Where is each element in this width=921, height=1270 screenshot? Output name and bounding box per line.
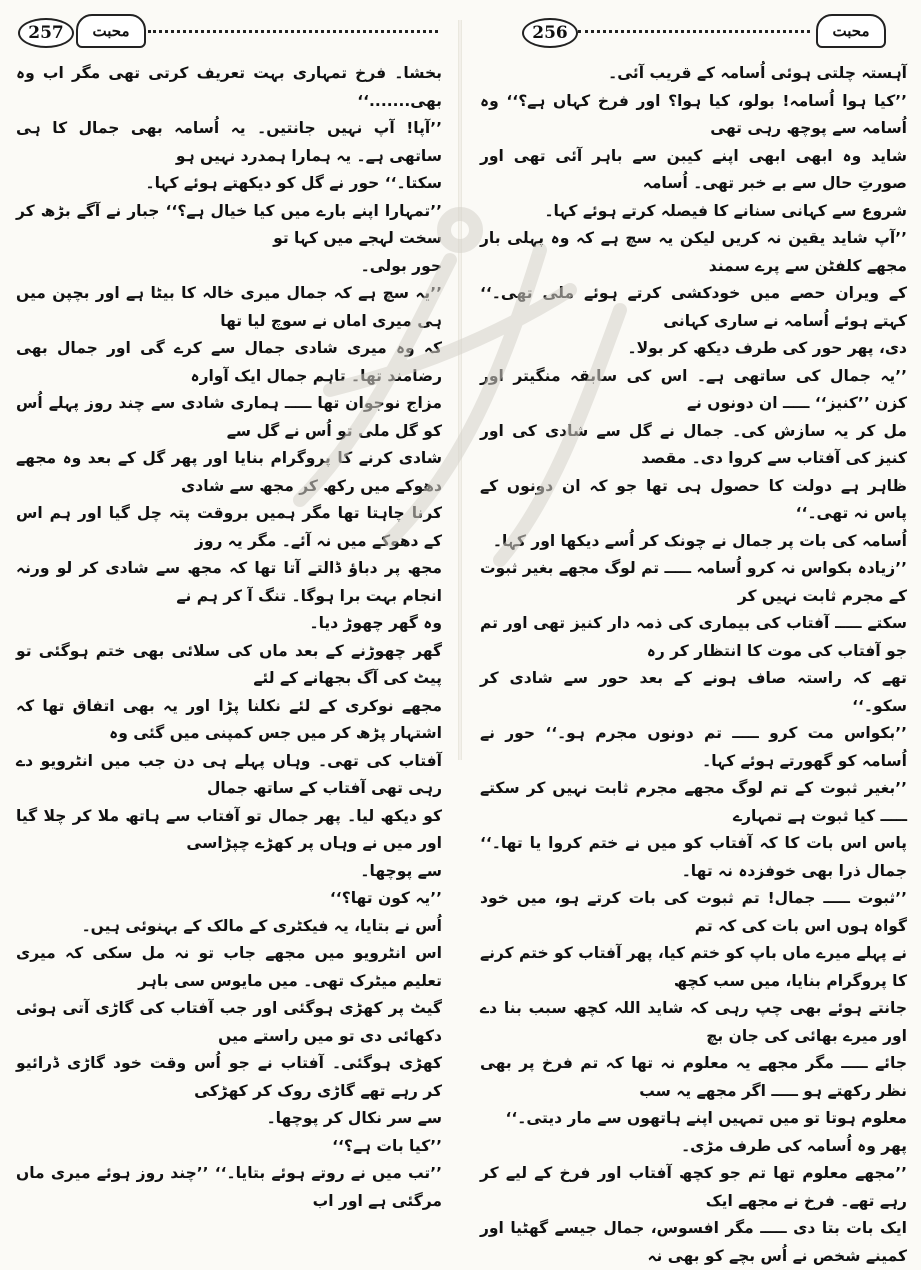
text-line: سکتے ـــــ آفتاب کی بیماری کی ذمہ دار کنیز تھی اور تم جو آفتاب کی موت کا انتظار کر رہ (480, 614, 907, 660)
page-number-257: 257 (18, 18, 74, 48)
text-line: اس انٹرویو میں مجھے جاب تو نہ مل سکی کہ میری تعلیم میٹرک تھی۔ میں مایوس سی باہر (16, 944, 442, 990)
text-line: نے پہلے میرے ماں باپ کو ختم کیا، پھر آفتاب کو ختم کرنے کا پروگرام بنایا، میں سب کچھ (480, 944, 907, 990)
magazine-logo: محبت (816, 14, 886, 48)
text-line: پھر وہ اُسامہ کی طرف مڑی۔ (681, 1136, 907, 1155)
text-line: ’’یہ کون تھا؟‘‘ (329, 889, 442, 907)
text-line: معلوم ہوتا تو میں تمہیں اپنے ہاتھوں سے مار دیتی۔‘‘ (505, 1109, 907, 1127)
right-page-header (482, 14, 902, 54)
left-page (0, 0, 460, 1210)
text-line: ’’بکواس مت کرو ـــــ تم دونوں مجرم ہو۔‘‘ حور نے اُسامہ کو گھورتے ہوئے کہا۔ (480, 724, 907, 770)
text-line: ’’تمہارا اپنے بارے میں کیا خیال ہے؟‘‘ جبار نے آگے بڑھ کر سخت لہجے میں کہا تو (16, 201, 442, 247)
text-line: مجھے نوکری کے لئے نکلنا پڑا اور یہ بھی اتفاق تھا کہ اشتہار پڑھ کر میں جس کمپنی میں گئی وہ (16, 696, 442, 742)
text-line: ’’آپا! آپ نہیں جانتیں۔ یہ اُسامہ بھی جمال کا ہی ساتھی ہے۔ یہ ہمارا ہمدرد نہیں ہو (16, 119, 442, 165)
text-line: اُس نے بتایا، یہ فیکٹری کے مالک کے بہنوئی ہیں۔ (81, 916, 442, 935)
left-page-header (8, 14, 448, 54)
text-line: ’’مجھے معلوم تھا تم جو کچھ آفتاب اور فرخ کے لیے کر رہے تھے۔ فرخ نے مجھے ایک (480, 1164, 907, 1210)
right-page (462, 0, 921, 1265)
text-line: کرنا چاہتا تھا مگر ہمیں بروقت پتہ چل گیا اور ہم اس کے دھوکے میں نہ آئے۔ مگر یہ روز (16, 504, 442, 550)
text-line: ’’یہ سچ ہے کہ جمال میری خالہ کا بیٹا ہے اور بچپن میں ہی میری اماں نے سوچ لیا تھا (16, 284, 442, 330)
text-line: ’’یہ جمال کی ساتھی ہے۔ اس کی سابقہ منگیتر اور کزن ’’کنیز‘‘ ـــــ ان دونوں نے (480, 366, 907, 412)
header-dotted-rule (578, 30, 810, 33)
page-number-256: 256 (522, 18, 578, 48)
text-line: ’’زیادہ بکواس نہ کرو اُسامہ ـــــ تم لوگ مجھے بغیر ثبوت کے مجرم ثابت نہیں کر (480, 559, 907, 605)
header-dotted-rule (148, 30, 438, 33)
text-line: دی، پھر حور کی طرف دیکھ کر بولا۔ (627, 339, 907, 357)
text-line: جائے ـــــ مگر مجھے یہ معلوم نہ تھا کہ تم فرخ پر بھی نظر رکھتے ہو ـــــ اگر مجھے یہ سب (480, 1054, 907, 1100)
text-line: کھڑی ہوگئی۔ آفتاب نے جو اُس وقت خود گاڑی ڈرائیو کر رہے تھے گاڑی روک کر کھڑکی (16, 1054, 442, 1100)
text-line: آفتاب کی تھی۔ وہاں پہلے ہی دن جب میں انٹرویو دے رہی تھی آفتاب کے ساتھ جمال (16, 751, 442, 797)
text-line: سے سر نکال کر پوچھا۔ (266, 1109, 442, 1127)
text-line: کے ویران حصے میں خودکشی کرتے ہوئے ملی تھی۔‘‘ کہتے ہوئے اُسامہ نے ساری کہانی (480, 284, 907, 330)
text-line: مزاج نوجوان تھا ـــــ ہماری شادی سے چند روز پہلے اُس کو گل ملی تو اُس نے گل سے (16, 394, 442, 440)
text-line: پاس اس بات کا کہ آفتاب کو میں نے ختم کروا یا تھا۔‘‘ جمال ذرا بھی خوفزدہ نہ تھا۔ (480, 834, 907, 880)
text-line: ایک بات بتا دی ـــــ مگر افسوس، جمال جیسے گھٹیا اور کمینے شخص نے اُس بچے کو بھی نہ (480, 1219, 907, 1265)
text-line: شاید وہ ابھی ابھی اپنے کیبن سے باہر آئی تھی اور صورتِ حال سے بے خبر تھی۔ اُسامہ (480, 146, 907, 192)
text-line: ظاہر ہے دولت کا حصول ہی تھا جو کہ ان دونوں کے پاس نہ تھی۔‘‘ (480, 476, 907, 522)
text-line: ’’بغیر ثبوت کے تم لوگ مجھے مجرم ثابت نہیں کر سکتے ـــــ کیا ثبوت ہے تمہارے (480, 779, 907, 825)
text-line: شروع سے کہانی سنانے کا فیصلہ کرتے ہوئے کہا۔ (544, 201, 907, 220)
text-line: سکتا۔‘‘ حور نے گل کو دیکھتے ہوئے کہا۔ (145, 174, 442, 192)
text-line: وہ گھر چھوڑ دیا۔ (309, 614, 442, 632)
text-line: ’’ثبوت ـــــ جمال! تم ثبوت کی بات کرتے ہو، میں خود گواہ ہوں اس بات کی کہ تم (480, 889, 907, 935)
left-page-text (16, 60, 442, 1210)
text-line: مجھ پر دباؤ ڈالتے آتا تھا کہ مجھ سے شادی کر لو ورنہ انجام بہت برا ہوگا۔ تنگ آ کر ہم نے (16, 559, 442, 605)
text-line: شادی کرنے کا پروگرام بنایا اور پھر گل کے بعد وہ مجھے دھوکے میں رکھ کر مجھ سے شادی (16, 449, 442, 495)
text-line: مل کر یہ سازش کی۔ جمال نے گل سے شادی کی اور کنیز کی آفتاب سے کروا دی۔ مقصد (480, 421, 907, 467)
text-line: ’’کیا بات ہے؟‘‘ (332, 1136, 442, 1155)
text-line: کو دیکھ لیا۔ پھر جمال تو آفتاب سے ہاتھ ملا کر چلا گیا اور میں نے وہاں پر کھڑے چپڑاسی (16, 806, 442, 852)
text-line: بخشا۔ فرخ تمہاری بہت تعریف کرتی تھی مگر اب وہ بھی.......‘‘ (16, 64, 442, 110)
text-line: حور بولی۔ (360, 256, 442, 275)
text-line: گھر چھوڑنے کے بعد ماں کی سلائی بھی ختم ہوگئی تو پیٹ کی آگ بجھانے کے لئے (16, 641, 442, 687)
text-line: اُسامہ کی بات پر جمال نے چونک کر اُسے دیکھا اور کہا۔ (492, 531, 907, 550)
text-line: آہستہ چلتی ہوئی اُسامہ کے قریب آئی۔ (608, 64, 907, 82)
magazine-logo: محبت (76, 14, 146, 48)
right-page-text (480, 60, 907, 1265)
text-line: جانتے ہوئے بھی چپ رہی کہ شاید اللہ کچھ سبب بنا دے اور میرے بھائی کی جان بچ (480, 999, 907, 1045)
text-line: تھے کہ راستہ صاف ہونے کے بعد حور سے شادی کر سکو۔‘‘ (480, 669, 907, 715)
text-line: سے پوچھا۔ (360, 861, 442, 880)
text-line: گیٹ پر کھڑی ہوگئی اور جب آفتاب کی گاڑی آتی ہوئی دکھائی دی تو میں راستے میں (16, 999, 442, 1045)
text-line: کہ وہ میری شادی جمال سے کرے گی اور جمال بھی رضامند تھا۔ تاہم جمال ایک آوارہ (16, 339, 442, 385)
text-line: ’’کیا ہوا اُسامہ! بولو، کیا ہوا؟ اور فرخ کہاں ہے؟‘‘ وہ اُسامہ سے پوچھ رہی تھی (480, 91, 907, 137)
text-line: ’’تب میں نے روتے ہوئے بتایا۔‘‘ ’’چند روز ہوئے میری ماں مرگئی ہے اور اب (16, 1164, 442, 1210)
text-line: ’’آپ شاید یقین نہ کریں لیکن یہ سچ ہے کہ وہ پہلی بار مجھے کلفٹن سے پرے سمند (480, 229, 907, 275)
